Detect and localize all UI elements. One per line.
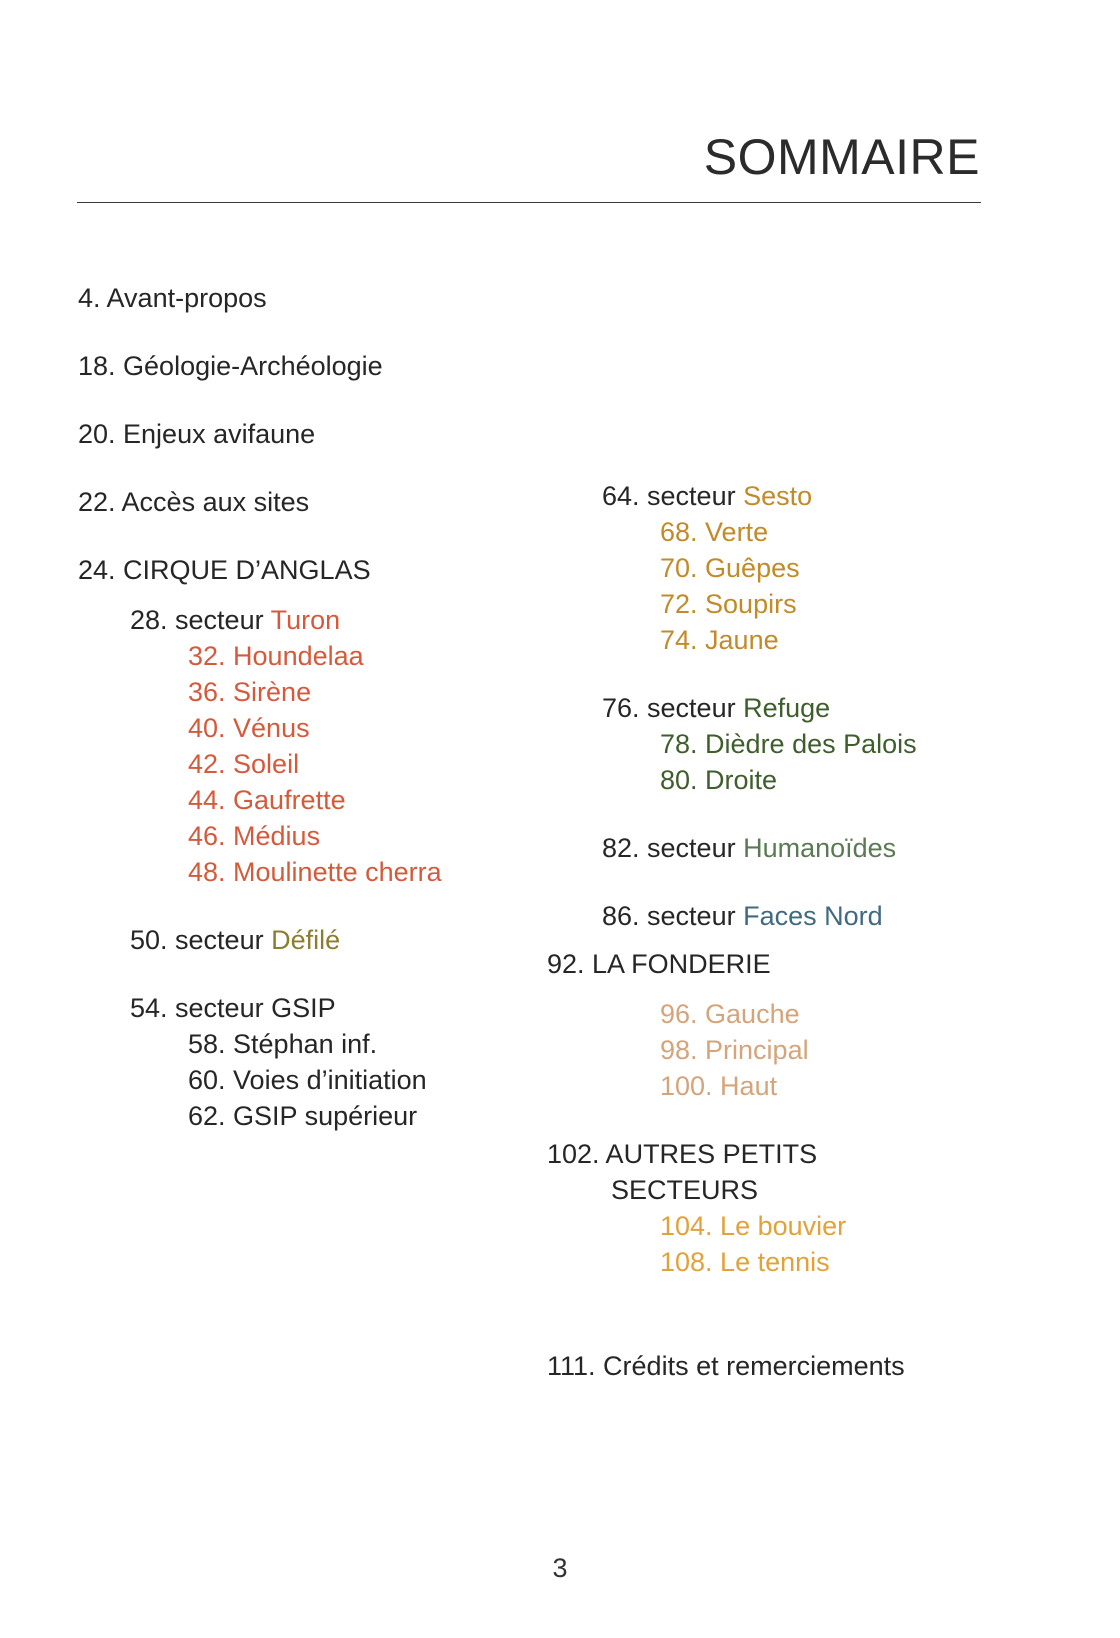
sector-prefix: 82. secteur [602,833,744,863]
sector-prefix: 76. secteur [602,693,744,723]
sector-name-sesto: Sesto [743,481,813,511]
sector-name-defile: Défilé [271,925,341,955]
toc-route: 42. Soleil [188,749,300,779]
toc-item-credits: 111. Crédits et remerciements [547,1351,905,1381]
toc-item-acces: 22. Accès aux sites [78,487,310,517]
toc-route: 70. Guêpes [660,553,800,583]
toc-item-geologie: 18. Géologie-Archéologie [78,351,383,381]
toc-item-cirque: 24. CIRQUE D’ANGLAS [78,555,371,585]
toc-route: 46. Médius [188,821,321,851]
toc-route: 36. Sirène [188,677,312,707]
page-title: SOMMAIRE [703,129,980,185]
sector-prefix: 86. secteur [602,901,744,931]
sector-prefix: 28. secteur [130,605,271,635]
page-number: 3 [552,1553,568,1583]
sector-name-refuge: Refuge [743,693,831,723]
toc-item-autres-cont: SECTEURS [611,1175,759,1205]
sector-name-humanoides: Humanoïdes [743,833,897,863]
toc-route: 80. Droite [660,765,778,795]
toc-route: 68. Verte [660,517,769,547]
toc-route: 58. Stéphan inf. [188,1029,378,1059]
toc-sector-sesto [602,478,1027,514]
sector-name-turon: Turon [270,605,341,635]
toc-item-fonderie: 92. LA FONDERIE [547,949,771,979]
toc-sector-gsip: 54. secteur GSIP [130,993,336,1023]
toc-sector-defile [130,922,558,958]
toc-route: 60. Voies d’initiation [188,1065,427,1095]
toc-left-column [78,280,558,1134]
toc-item-avant-propos: 4. Avant-propos [78,283,267,313]
toc-sector-turon [130,602,558,638]
toc-route: 78. Dièdre des Palois [660,729,917,759]
toc-item-autres: 102. AUTRES PETITS [547,1139,818,1169]
toc-route: 98. Principal [660,1035,809,1065]
toc-route: 100. Haut [660,1071,778,1101]
sector-prefix: 50. secteur [130,925,272,955]
toc-item-enjeux: 20. Enjeux avifaune [78,419,316,449]
sector-name-faces-nord: Faces Nord [743,901,883,931]
toc-route: 62. GSIP supérieur [188,1101,418,1131]
toc-route: 40. Vénus [188,713,310,743]
toc-route: 72. Soupirs [660,589,797,619]
title-rule [77,202,981,203]
toc-sector-humanoides [602,830,1027,866]
toc-route: 108. Le tennis [660,1247,830,1277]
toc-route: 32. Houndelaa [188,641,364,671]
sector-prefix: 64. secteur [602,481,744,511]
toc-route: 48. Moulinette cherra [188,857,442,887]
toc-route: 74. Jaune [660,625,779,655]
toc-sector-refuge [602,690,1027,726]
toc-right-column [547,478,1027,1384]
toc-sector-faces-nord [602,898,1027,934]
toc-route: 96. Gauche [660,999,800,1029]
toc-route: 104. Le bouvier [660,1211,847,1241]
toc-route: 44. Gaufrette [188,785,346,815]
